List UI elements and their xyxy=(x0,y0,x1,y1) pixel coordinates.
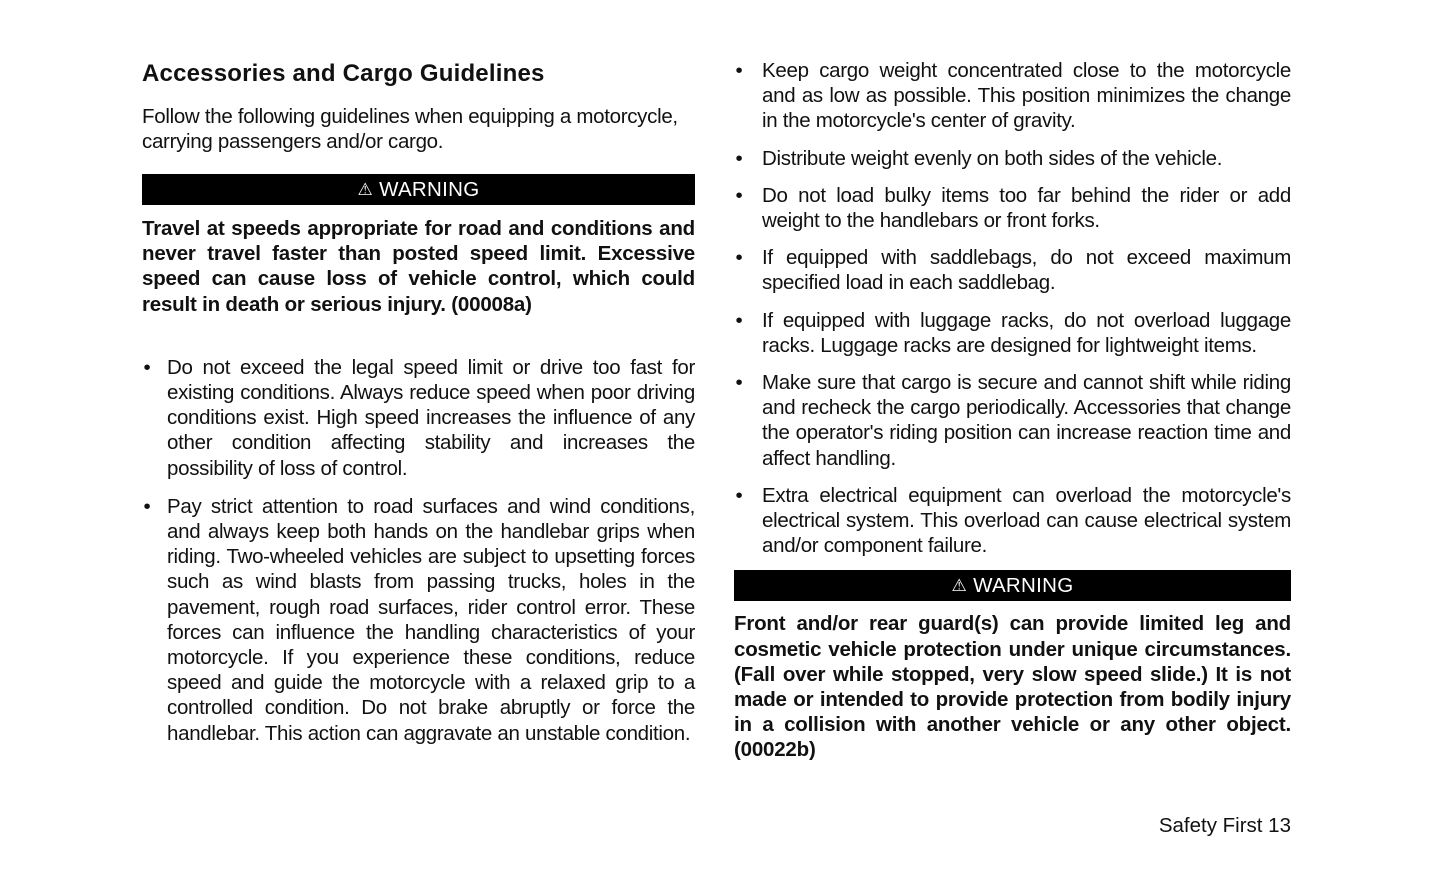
list-item xyxy=(142,494,695,746)
list-item-text: Distribute weight evenly on both sides of the vehicle. xyxy=(762,146,1223,170)
bullet-icon: • xyxy=(735,183,743,207)
bullet-icon: • xyxy=(735,146,743,170)
list-item-text: If equipped with saddlebags, do not exceed maximum specified load in each saddlebag. xyxy=(762,246,1291,295)
list-item xyxy=(734,183,1291,233)
list-item xyxy=(734,370,1291,471)
list-item xyxy=(734,308,1291,358)
list-item-text: Pay strict attention to road surfaces and wind conditions, and always keep both hands on the handlebar grips when riding. Two-wheeled vehicles are subject to upsetting forces such as wind blasts from passing trucks, holes in the pavement, rough road surfaces, rider control error. These forces can influence the handling characteristics of your motorcycle. If you experience these conditions, reduce speed and guide the motorcycle with a relaxed grip to a controlled condition. Do not brake abruptly or force the handlebar. This action can aggravate an unstable condition. xyxy=(167,494,695,745)
bullet-icon: • xyxy=(735,308,743,332)
bullet-icon: • xyxy=(735,483,743,507)
section-title: Accessories and Cargo Guidelines xyxy=(142,60,545,87)
warning-triangle-icon: ⚠ xyxy=(951,576,968,596)
right-bullet-list xyxy=(734,58,1291,558)
right-column xyxy=(734,58,1291,763)
warning-triangle-icon: ⚠ xyxy=(357,180,374,199)
bullet-icon: • xyxy=(143,355,151,379)
list-item-text: Make sure that cargo is secure and cannot shift while riding and recheck the cargo periodically. Accessories that change the operator's riding position can increase reaction time and affect handling. xyxy=(762,371,1291,470)
list-item xyxy=(734,245,1291,295)
list-item xyxy=(734,58,1291,134)
list-item-text: Do not exceed the legal speed limit or drive too fast for existing conditions. Always reduce speed when poor driving conditions exist. High speed increases the influence of any other condition affecting stability and increases the possibility of loss of control. xyxy=(167,355,695,480)
list-item-text: If equipped with luggage racks, do not overload luggage racks. Luggage racks are designed for lightweight items. xyxy=(762,308,1291,357)
bullet-icon: • xyxy=(735,371,743,395)
warning-text-2: Front and/or rear guard(s) can provide limited leg and cosmetic vehicle protection under unique circumstances. (Fall over while stopped, very slow speed slide.) It is not made or intended to provide protection from bodily injury in a collision with another vehicle or any other object. (00022b) xyxy=(734,612,1291,762)
intro-paragraph: Follow the following guidelines when equipping a motorcycle, carrying passengers and/or cargo. xyxy=(142,105,678,153)
list-item xyxy=(734,146,1291,171)
warning-text-1: Travel at speeds appropriate for road and conditions and never travel faster than posted speed limit. Excessive speed can cause loss of vehicle control, which could result in death or serious injury. (00008a) xyxy=(142,217,695,316)
bullet-icon: • xyxy=(735,246,743,270)
list-item-text: Keep cargo weight concentrated close to the motorcycle and as low as possible. This position minimizes the change in the motorcycle's center of gravity. xyxy=(762,59,1291,133)
list-item-text: Extra electrical equipment can overload the motorcycle's electrical system. This overload can cause electrical system and/or component failure. xyxy=(762,483,1291,558)
left-column xyxy=(142,58,695,759)
warning-banner-1 xyxy=(142,174,695,205)
page-footer: Safety First 13 xyxy=(1158,814,1291,837)
warning-banner-2 xyxy=(734,570,1291,601)
warning-label: WARNING xyxy=(379,178,480,201)
bullet-icon: • xyxy=(143,494,151,518)
left-bullet-list xyxy=(142,355,695,746)
list-item-text: Do not load bulky items too far behind the rider or add weight to the handlebars or front forks. xyxy=(762,183,1291,233)
warning-label: WARNING xyxy=(973,574,1074,598)
bullet-icon: • xyxy=(735,59,743,82)
list-item xyxy=(734,483,1291,559)
list-item xyxy=(142,355,695,481)
